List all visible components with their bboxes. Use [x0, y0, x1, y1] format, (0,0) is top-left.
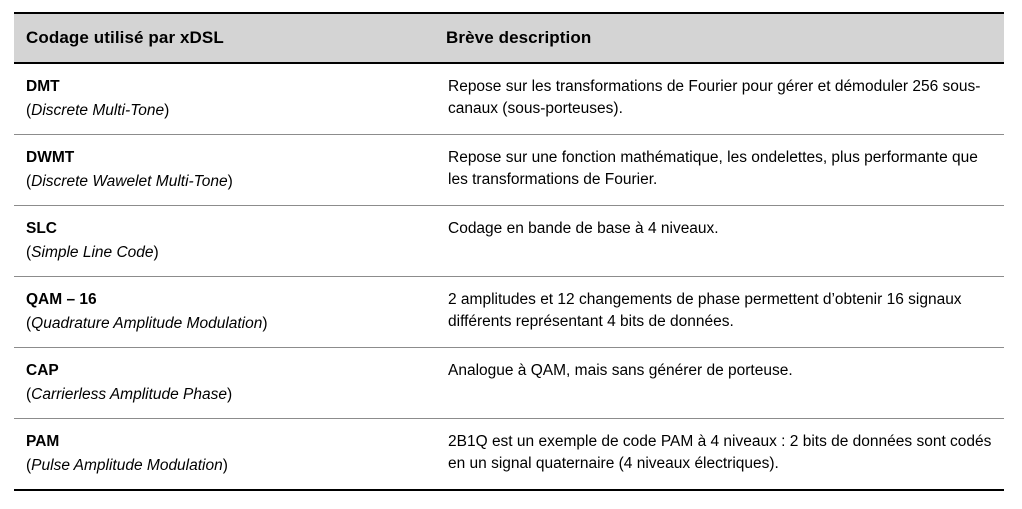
coding-cell: [14, 63, 434, 135]
table-row: [14, 206, 1004, 277]
coding-abbreviation: QAM – 16: [26, 291, 97, 308]
table-row: [14, 419, 1004, 491]
description-cell: [434, 277, 1004, 348]
coding-full-name-text: Discrete Multi-Tone: [31, 102, 165, 119]
column-header-coding: Codage utilisé par xDSL: [14, 13, 434, 63]
close-paren: ): [164, 102, 170, 119]
close-paren: ): [227, 386, 233, 403]
table-row: [14, 277, 1004, 348]
open-paren: (: [26, 457, 32, 474]
coding-full-name-text: Pulse Amplitude Modulation: [31, 457, 223, 474]
coding-cell: [14, 348, 434, 419]
open-paren: (: [26, 173, 32, 190]
coding-full-name: [26, 242, 420, 264]
close-paren: ): [222, 457, 228, 474]
coding-full-name: [26, 313, 420, 335]
close-paren: ): [227, 173, 233, 190]
column-header-description: Brève description: [434, 13, 1004, 63]
close-paren: ): [262, 315, 268, 332]
table-row: [14, 135, 1004, 206]
coding-full-name: [26, 171, 420, 193]
description-text: 2B1Q est un exemple de code PAM à 4 niveaux : 2 bits de données sont codés en un signal quaternaire (4 niveaux électriques).: [448, 433, 992, 472]
coding-cell: [14, 419, 434, 491]
open-paren: (: [26, 102, 32, 119]
description-cell: [434, 419, 1004, 491]
document-page: [0, 12, 1022, 509]
coding-abbreviation: SLC: [26, 220, 57, 237]
table-body: [14, 63, 1004, 490]
open-paren: (: [26, 386, 32, 403]
description-text: Codage en bande de base à 4 niveaux.: [448, 220, 719, 237]
table-row: [14, 348, 1004, 419]
coding-cell: [14, 277, 434, 348]
description-cell: [434, 348, 1004, 419]
description-text: Analogue à QAM, mais sans générer de porteuse.: [448, 362, 793, 379]
close-paren: ): [153, 244, 159, 261]
xdsl-coding-table: [14, 12, 1004, 491]
description-cell: [434, 63, 1004, 135]
description-text: 2 amplitudes et 12 changements de phase permettent d’obtenir 16 signaux différents représentant 4 bits de données.: [448, 291, 962, 330]
coding-cell: [14, 206, 434, 277]
table-header: [14, 13, 1004, 63]
table-header-row: [14, 13, 1004, 63]
coding-full-name-text: Simple Line Code: [31, 244, 154, 261]
coding-full-name-text: Carrierless Amplitude Phase: [31, 386, 228, 403]
coding-abbreviation: PAM: [26, 433, 60, 450]
table-row: [14, 63, 1004, 135]
coding-full-name: [26, 384, 420, 406]
coding-full-name: [26, 455, 420, 477]
coding-cell: [14, 135, 434, 206]
description-cell: [434, 206, 1004, 277]
description-cell: [434, 135, 1004, 206]
coding-full-name: [26, 100, 420, 122]
open-paren: (: [26, 315, 32, 332]
description-text: Repose sur les transformations de Fourier pour gérer et démoduler 256 sous-canaux (sous-porteuses).: [448, 78, 981, 117]
coding-full-name-text: Quadrature Amplitude Modulation: [31, 315, 263, 332]
open-paren: (: [26, 244, 32, 261]
coding-abbreviation: DMT: [26, 78, 60, 95]
description-text: Repose sur une fonction mathématique, les ondelettes, plus performante que les transformations de Fourier.: [448, 149, 978, 188]
coding-abbreviation: CAP: [26, 362, 59, 379]
coding-abbreviation: DWMT: [26, 149, 75, 166]
coding-full-name-text: Discrete Wawelet Multi-Tone: [31, 173, 228, 190]
